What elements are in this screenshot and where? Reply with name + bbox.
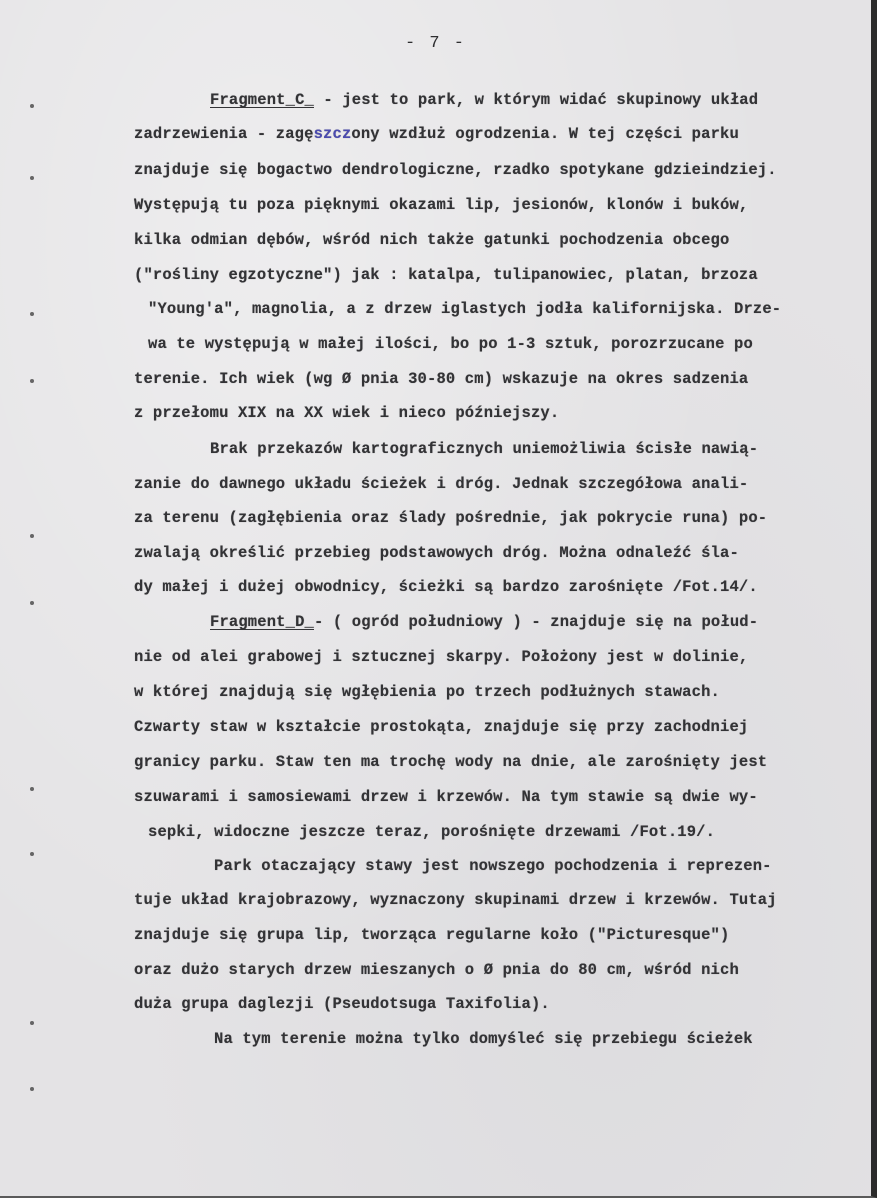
text-run: ony wzdłuż ogrodzenia. W tej części parku (351, 125, 739, 143)
text-run: Brak przekazów kartograficznych uniemożliwia ścisłe nawią- (210, 440, 759, 458)
text-line-25 (134, 926, 729, 944)
page-number: - 7 - (404, 34, 466, 53)
margin-mark (30, 1021, 34, 1025)
text-run: oraz dużo starych drzew mieszanych o Ø pnia do 80 cm, wśród nich (134, 961, 739, 979)
text-line-6 (134, 266, 758, 284)
text-line-13 (134, 509, 767, 527)
margin-mark (30, 852, 34, 856)
text-run: ("rośliny egzotyczne") jak : katalpa, tulipanowiec, platan, brzoza (134, 266, 758, 284)
section-heading: Fragment_D_ (210, 613, 314, 631)
margin-mark (30, 312, 34, 316)
text-line-18 (134, 683, 720, 701)
text-run: Park otaczający stawy jest nowszego pochodzenia i reprezen- (214, 857, 772, 875)
text-run: "Young'a", magnolia, a z drzew iglastych jodła kalifornijska. Drze- (148, 300, 782, 318)
margin-mark (30, 104, 34, 108)
text-run: Na tym terenie można tylko domyśleć się przebiegu ścieżek (214, 1030, 753, 1048)
text-line-17 (134, 648, 748, 666)
text-line-23 (214, 857, 772, 875)
text-run: w której znajdują się wgłębienia po trzech podłużnych stawach. (134, 683, 720, 701)
text-line-4 (134, 196, 748, 214)
text-run: znajduje się bogactwo dendrologiczne, rzadko spotykane gdzieindziej. (134, 161, 777, 179)
text-run: wa te występują w małej ilości, bo po 1-3 sztuk, porozrzucane po (148, 335, 753, 353)
text-line-7 (148, 300, 781, 318)
margin-mark (30, 534, 34, 538)
text-line-24 (134, 891, 777, 909)
margin-mark (30, 601, 34, 605)
text-run: dy małej i dużej obwodnicy, ścieżki są bardzo zarośnięte /Fot.14/. (134, 578, 758, 596)
ink-correction: szcz (313, 125, 352, 143)
margin-mark (30, 787, 34, 791)
text-line-21 (134, 788, 758, 806)
text-run: Występują tu poza pięknymi okazami lip, jesionów, klonów i buków, (134, 196, 749, 214)
text-line-20 (134, 753, 767, 771)
section-heading: Fragment_C_ (210, 91, 314, 109)
text-run: za terenu (zagłębienia oraz ślady pośrednie, jak pokrycie runa) po- (134, 509, 768, 527)
text-run: - jest to park, w którym widać skupinowy układ (313, 91, 759, 109)
text-line-3 (134, 161, 777, 179)
text-line-12 (134, 475, 748, 493)
text-line-1 (210, 91, 758, 109)
margin-mark (30, 176, 34, 180)
text-run: zadrzewienia - zagę (134, 125, 314, 143)
text-line-2 (134, 125, 739, 143)
text-line-15 (134, 578, 758, 596)
text-run: szuwarami i samosiewami drzew i krzewów. Na tym stawie są dwie wy- (134, 788, 758, 806)
text-line-22 (148, 823, 715, 841)
text-run: tuje układ krajobrazowy, wyznaczony skupinami drzew i krzewów. Tutaj (134, 891, 777, 909)
text-run: zanie do dawnego układu ścieżek i dróg. Jednak szczegółowa anali- (134, 475, 749, 493)
text-line-19 (134, 718, 748, 736)
text-run: sepki, widoczne jeszcze teraz, porośnięte drzewami /Fot.19/. (148, 823, 716, 841)
text-line-5 (134, 231, 729, 249)
text-line-14 (134, 544, 739, 562)
margin-mark (30, 379, 34, 383)
text-run: z przełomu XIX na XX wiek i nieco późniejszy. (134, 404, 560, 422)
text-line-11 (210, 440, 758, 458)
margin-mark (30, 1087, 34, 1091)
text-run: Czwarty staw w kształcie prostokąta, znajduje się przy zachodniej (134, 718, 749, 736)
text-run: - ( ogród południowy ) - znajduje się na połud- (313, 613, 759, 631)
text-line-9 (134, 370, 748, 388)
text-run: terenie. Ich wiek (wg Ø pnia 30-80 cm) wskazuje na okres sadzenia (134, 370, 749, 388)
text-line-16 (210, 613, 758, 631)
text-line-28 (214, 1030, 753, 1048)
text-run: granicy parku. Staw ten ma trochę wody na dnie, ale zarośnięty jest (134, 753, 768, 771)
text-line-8 (148, 335, 753, 353)
text-run: znajduje się grupa lip, tworząca regularne koło ("Picturesque") (134, 926, 730, 944)
text-run: zwalają określić przebieg podstawowych dróg. Można odnaleźć śla- (134, 544, 739, 562)
text-line-10 (134, 404, 559, 422)
text-run: nie od alei grabowej i sztucznej skarpy. Położony jest w dolinie, (134, 648, 749, 666)
text-line-27 (134, 995, 550, 1013)
text-line-26 (134, 961, 739, 979)
text-run: duża grupa daglezji (Pseudotsuga Taxifolia). (134, 995, 550, 1013)
text-run: kilka odmian dębów, wśród nich także gatunki pochodzenia obcego (134, 231, 730, 249)
